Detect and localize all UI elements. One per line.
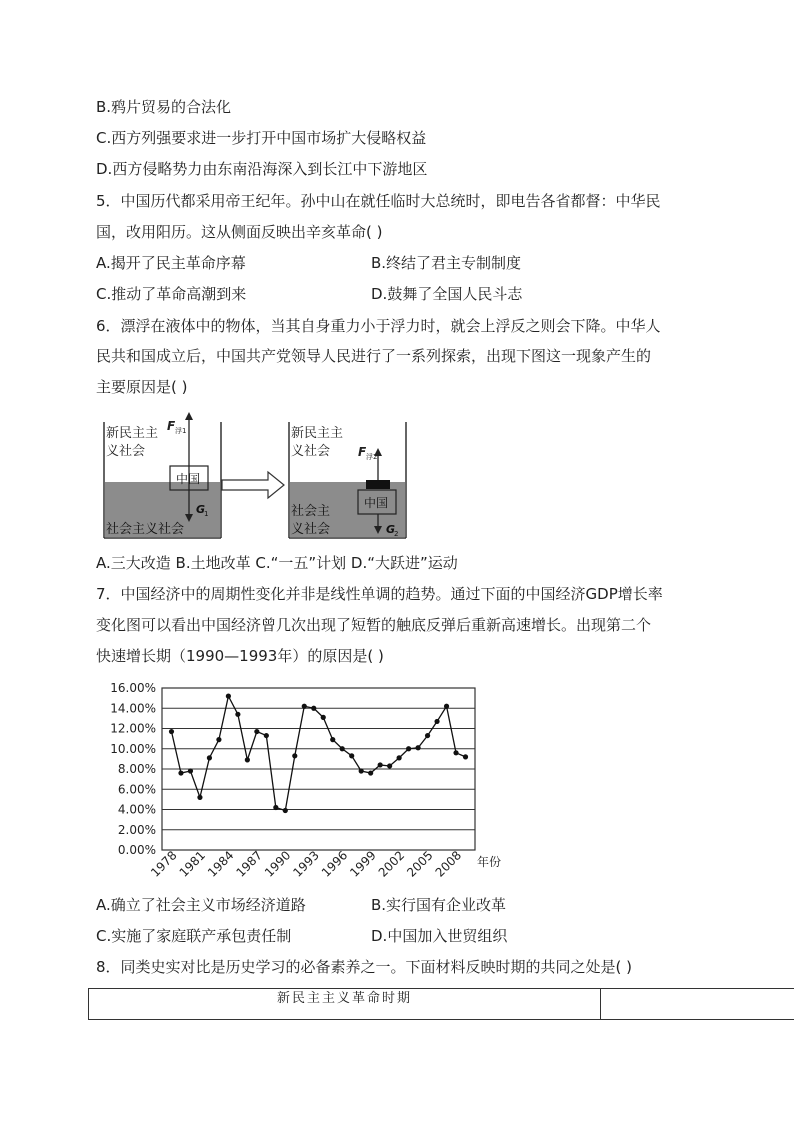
data-point xyxy=(302,704,307,709)
x-tick-label: 1978 xyxy=(148,848,180,880)
left-upper-label-1: 新民主主 xyxy=(106,426,159,441)
question-7-option-c: C.实施了家庭联产承包责任制 xyxy=(96,927,292,945)
x-tick-label: 2002 xyxy=(375,848,408,880)
x-tick-label: 2005 xyxy=(404,848,436,880)
data-point xyxy=(359,768,364,773)
question-5-line-2: 国，改用阳历。这从侧面反映出辛亥革命( ) xyxy=(96,223,383,241)
data-point xyxy=(463,754,468,759)
data-point xyxy=(169,729,174,734)
y-tick-label: 10.00% xyxy=(110,741,156,756)
y-tick-label: 14.00% xyxy=(110,701,156,716)
svg-text:1: 1 xyxy=(204,510,209,518)
data-point xyxy=(207,755,212,760)
question-7-option-b: B.实行国有企业改革 xyxy=(371,896,507,914)
question-7-option-a: A.确立了社会主义市场经济道路 xyxy=(96,896,306,914)
question-6-options: A.三大改造 B.土地改革 C.“一五”计划 D.“大跃进”运动 xyxy=(96,554,458,572)
y-tick-label: 8.00% xyxy=(117,762,156,776)
x-tick-label: 1984 xyxy=(205,848,237,880)
question-5-option-c: C.推动了革命高潮到来 xyxy=(96,285,247,303)
data-point xyxy=(397,755,402,760)
y-tick-label: 2.00% xyxy=(117,822,156,837)
question-5-option-d: D.鼓舞了全国人民斗志 xyxy=(371,285,523,303)
data-point xyxy=(283,808,288,813)
y-tick-label: 0.00% xyxy=(117,843,156,857)
svg-text:F: F xyxy=(167,419,176,433)
svg-text:G: G xyxy=(386,523,396,536)
svg-text:F: F xyxy=(358,445,367,459)
transition-arrow-icon xyxy=(222,472,284,498)
option-b: B.鸦片贸易的合法化 xyxy=(96,98,232,116)
data-point xyxy=(415,745,420,750)
gdp-growth-chart xyxy=(96,680,516,880)
question-7-line-1: 7．中国经济中的周期性变化并非是线性单调的趋势。通过下面的中国经济GDP增长率 xyxy=(96,585,663,603)
svg-text:中国: 中国 xyxy=(364,496,389,510)
data-point xyxy=(178,770,183,775)
x-tick-label: 1987 xyxy=(233,848,265,880)
left-upper-label-2: 义社会 xyxy=(106,444,146,459)
question-6-line-1: 6．漂浮在液体中的物体，当其自身重力小于浮力时，就会上浮反之则会下降。中华人 xyxy=(96,317,661,335)
y-tick-label: 16.00% xyxy=(110,681,156,695)
right-lower-label-1: 社会主 xyxy=(291,504,331,519)
data-point xyxy=(406,746,411,751)
data-point xyxy=(245,757,250,762)
right-lower-label-2: 义社会 xyxy=(291,522,331,537)
data-point xyxy=(264,733,269,738)
option-d: D.西方侵略势力由东南沿海深入到长江中下游地区 xyxy=(96,160,428,178)
data-point xyxy=(378,762,383,767)
data-point xyxy=(349,753,354,758)
data-point xyxy=(387,763,392,768)
y-tick-label: 4.00% xyxy=(117,802,156,817)
x-tick-label: 1999 xyxy=(347,848,379,880)
data-point xyxy=(444,704,449,709)
question-5-option-a: A.揭开了民主革命序幕 xyxy=(96,254,246,272)
question-7-option-d: D.中国加入世贸组织 xyxy=(371,927,508,945)
data-point xyxy=(311,706,316,711)
option-c: C.西方列强要求进一步打开中国市场扩大侵略权益 xyxy=(96,129,427,147)
data-point xyxy=(368,770,373,775)
question-7-line-2: 变化图可以看出中国经济曾几次出现了短暂的触底反弹后重新高速增长。出现第二个 xyxy=(96,616,652,634)
comparison-table xyxy=(88,988,794,1020)
series-line xyxy=(171,696,465,810)
data-point xyxy=(197,795,202,800)
question-5-line-1: 5．中国历代都采用帝王纪年。孙中山在就任临时大总统时，即电告各省都督：中华民 xyxy=(96,192,661,210)
question-5-option-b: B.终结了君主专制制度 xyxy=(371,254,522,272)
svg-text:中国: 中国 xyxy=(176,472,201,486)
x-unit-label: 年份 xyxy=(477,855,502,869)
data-point xyxy=(453,750,458,755)
table-header-cell: 新民主主义革命时期 xyxy=(89,989,601,1019)
right-upper-label-1: 新民主主 xyxy=(291,426,344,441)
svg-text:浮1: 浮1 xyxy=(175,427,187,435)
data-point xyxy=(254,729,259,734)
x-tick-label: 1990 xyxy=(261,848,294,880)
svg-text:G: G xyxy=(196,503,206,516)
svg-text:浮2: 浮2 xyxy=(366,453,378,461)
data-point xyxy=(226,694,231,699)
data-point xyxy=(292,753,297,758)
y-tick-label: 6.00% xyxy=(117,782,156,797)
data-point xyxy=(273,805,278,810)
gdp-growth-chart-svg xyxy=(96,680,516,880)
svg-text:2: 2 xyxy=(394,530,399,538)
data-point xyxy=(340,746,345,751)
question-6-line-2: 民共和国成立后，中国共产党领导人民进行了一系列探索，出现下图这一现象产生的 xyxy=(96,347,652,365)
question-7-line-3: 快速增长期（1990—1993年）的原因是( ) xyxy=(96,647,384,665)
x-tick-label: 1981 xyxy=(176,848,209,880)
data-point xyxy=(425,733,430,738)
data-point xyxy=(188,768,193,773)
x-tick-label: 1993 xyxy=(290,848,322,880)
data-point xyxy=(216,737,221,742)
data-point xyxy=(235,712,240,717)
question-8-line-1: 8．同类史实对比是历史学习的必备素养之一。下面材料反映时期的共同之处是( ) xyxy=(96,958,633,976)
right-upper-label-2: 义社会 xyxy=(291,444,331,459)
data-point xyxy=(434,719,439,724)
x-tick-label: 2008 xyxy=(432,848,465,880)
buoyancy-diagram xyxy=(96,410,416,542)
question-6-line-3: 主要原因是( ) xyxy=(96,378,188,396)
data-point xyxy=(321,715,326,720)
left-lower-label: 社会主义社会 xyxy=(106,522,185,537)
data-point xyxy=(330,737,335,742)
x-tick-label: 1996 xyxy=(318,848,351,880)
y-tick-label: 12.00% xyxy=(110,721,156,736)
